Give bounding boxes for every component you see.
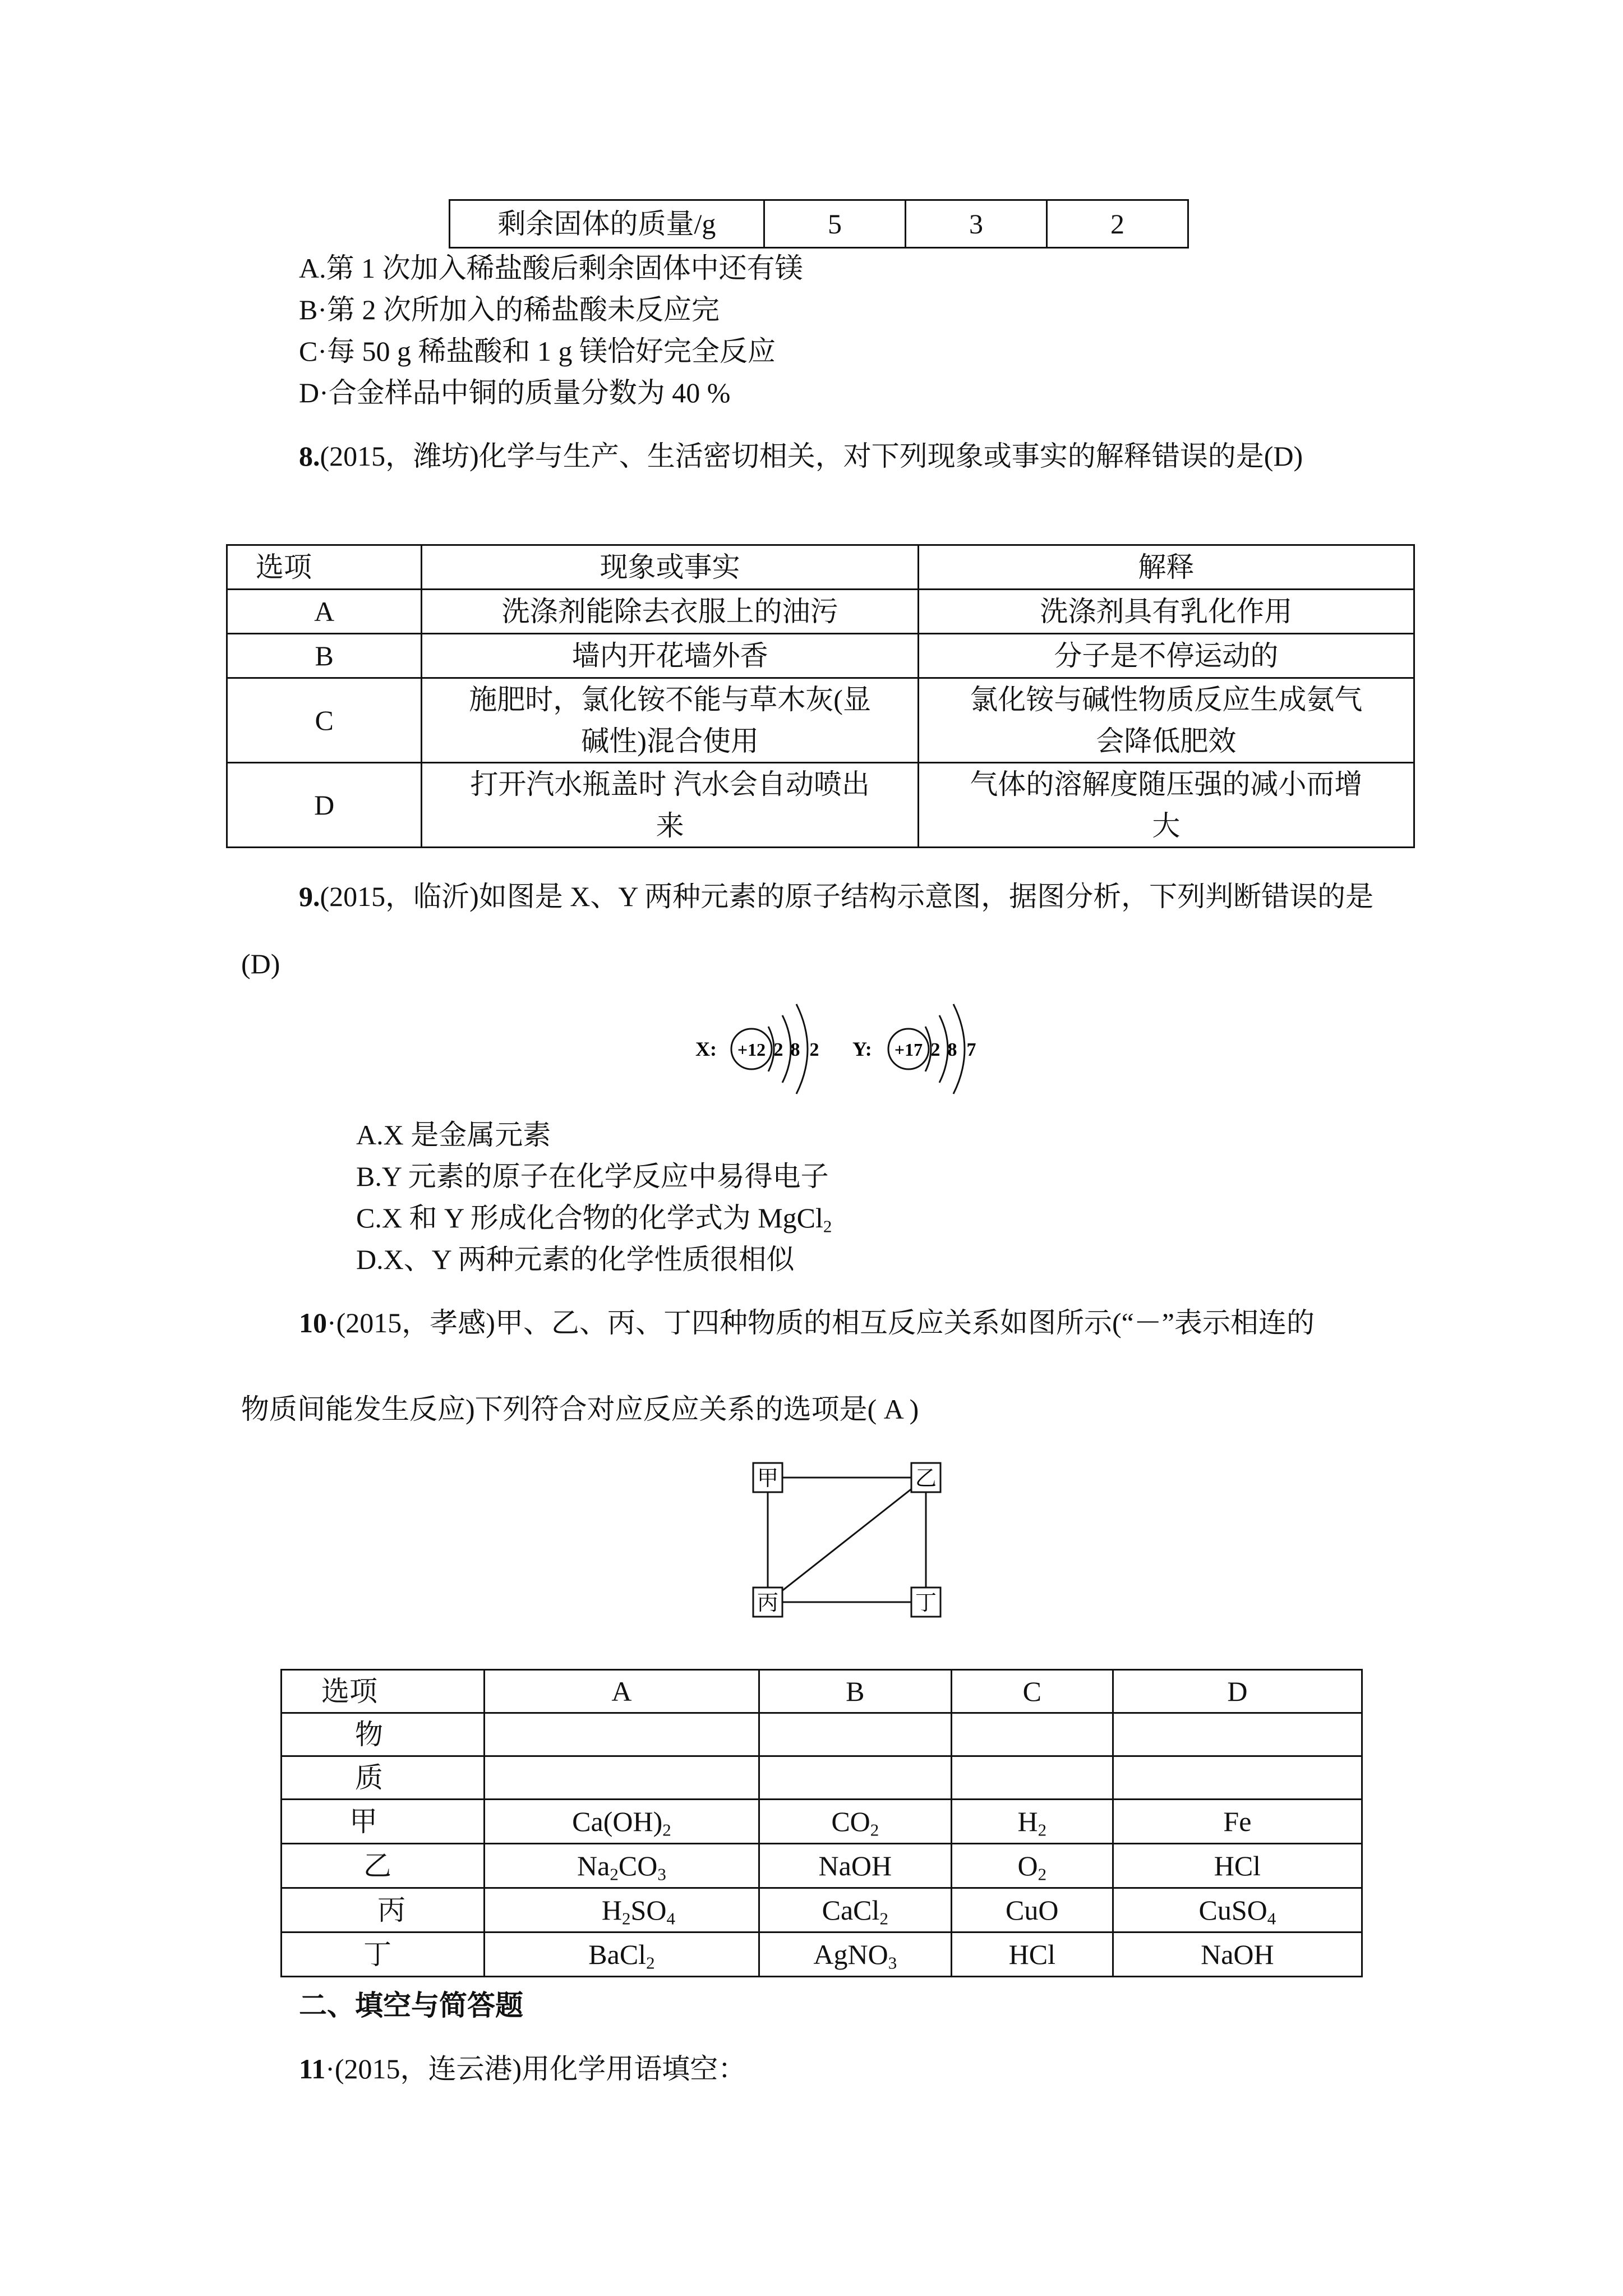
formula-cell: HCl [1113, 1844, 1362, 1888]
question-stem: (2015，潍坊)化学与生产、生活密切相关，对下列现象或事实的解释错误的是(D) [320, 440, 1303, 472]
reason-line: 会降低肥效 [1096, 725, 1237, 757]
shell-electrons: 2 [809, 1039, 819, 1060]
fact-line: 打开汽水瓶盖时 汽水会自动喷出 [470, 769, 870, 800]
question-9 [299, 880, 1373, 913]
question-stem: (2015，临沂)如图是 X、Y 两种元素的原子结构示意图，据图分析，下列判断错误的是 [320, 881, 1374, 912]
table-header: A [485, 1670, 759, 1713]
reason-line: 氯化铵与碱性物质反应生成氨气 [970, 684, 1363, 715]
question-number: 9. [299, 881, 320, 912]
empty-cell [951, 1756, 1113, 1800]
shell-electrons: 8 [947, 1039, 957, 1060]
remaining-solid-table [449, 199, 1189, 249]
reaction-diagram [749, 1458, 951, 1621]
formula-cell: $H_2SO_4$ [485, 1888, 759, 1932]
option-line: D.X、Y 两种元素的化学性质很相似 [356, 1244, 795, 1275]
formula-cell: CuO [951, 1888, 1113, 1932]
question-stem: ·(2015，连云港)用化学用语填空： [325, 2053, 746, 2085]
table-cell-fact: 洗涤剂能除去衣服上的油污 [422, 590, 918, 634]
table-header: 解释 [918, 545, 1414, 590]
reason-line: 气体的溶解度随压强的减小而增 [970, 769, 1363, 800]
table-cell-fact [422, 678, 918, 763]
table-header: B [759, 1670, 951, 1713]
node-label: 乙 [915, 1467, 937, 1490]
row-label: 丙 [282, 1888, 485, 1932]
formula-cell: $O_2$ [951, 1844, 1113, 1888]
atom-y-diagram [852, 999, 998, 1094]
table-cell-reason [918, 763, 1414, 848]
option-line: C·每 50 g 稀盐酸和 1 g 镁恰好完全反应 [299, 335, 776, 367]
table-row [282, 1800, 1362, 1844]
table-cell-fact [422, 763, 918, 848]
question-8 [299, 439, 1303, 473]
option-line: A.第 1 次加入稀盐酸后剩余固体中还有镁 [299, 252, 803, 284]
table-cell-option: C [227, 678, 422, 763]
table-cell-option: D [227, 763, 422, 848]
explanation-table [226, 544, 1415, 848]
formula-cell: AgNO$_3$ [759, 1932, 951, 1977]
row-label: 物 [282, 1713, 485, 1756]
options-table [280, 1669, 1363, 1977]
formula-cell: $H_2$ [951, 1800, 1113, 1844]
shell-arc [939, 1015, 948, 1083]
nucleus-charge: +17 [894, 1039, 923, 1060]
table-cell-value: 5 [764, 200, 905, 248]
table-cell-fact: 墙内开花墙外香 [422, 634, 918, 678]
question-10 [299, 1306, 1315, 1340]
formula-cell: Fe [1113, 1800, 1362, 1844]
fact-line: 碱性)混合使用 [581, 725, 759, 757]
table-cell-reason: 洗涤剂具有乳化作用 [918, 590, 1414, 634]
question-number: 8. [299, 440, 320, 472]
table-row [282, 1888, 1362, 1932]
table-header: 选项 [282, 1670, 485, 1713]
option-text: C.X 和 Y 形成化合物的化学式为 MgCl [356, 1202, 823, 1234]
reaction-line [768, 1478, 926, 1602]
empty-cell [759, 1713, 951, 1756]
table-cell-reason [918, 678, 1414, 763]
question-number: 10 [299, 1307, 327, 1338]
formula-cell: CuSO$_4$ [1113, 1888, 1362, 1932]
empty-cell [485, 1756, 759, 1800]
section-heading: 二、填空与简答题 [299, 1990, 523, 2021]
question-stem-continued: (D) [241, 948, 280, 979]
option-line: B·第 2 次所加入的稀盐酸未反应完 [299, 294, 720, 325]
empty-cell [759, 1756, 951, 1800]
fact-line: 来 [656, 810, 684, 841]
shell-electrons: 7 [966, 1039, 976, 1060]
option-line: B.Y 元素的原子在化学反应中易得电子 [356, 1161, 829, 1192]
formula-cell: CaCl$_2$ [759, 1888, 951, 1932]
empty-cell [485, 1713, 759, 1756]
question-11 [299, 2052, 746, 2086]
reason-line: 大 [1152, 810, 1181, 841]
option-line: A.X 是金属元素 [356, 1119, 551, 1151]
option-line [356, 1201, 832, 1235]
nucleus-charge: +12 [737, 1039, 766, 1060]
atom-label: Y: [852, 1038, 872, 1060]
formula-cell: $Na_2CO_3$ [485, 1844, 759, 1888]
table-row [282, 1932, 1362, 1977]
shell-arc [782, 1015, 791, 1083]
table-header: C [951, 1670, 1113, 1713]
row-label: 质 [282, 1756, 485, 1800]
row-label: 甲 [282, 1800, 485, 1844]
empty-cell [1113, 1756, 1362, 1800]
formula-cell: $Ca(OH)_2$ [485, 1800, 759, 1844]
table-cell-option: B [227, 634, 422, 678]
shell-electrons: 8 [790, 1039, 800, 1060]
formula-cell: BaCl$_2$ [485, 1932, 759, 1977]
shell-electrons: 2 [930, 1039, 940, 1060]
table-cell-option: A [227, 590, 422, 634]
table-header: D [1113, 1670, 1362, 1713]
subscript: 2 [823, 1216, 832, 1236]
formula-cell: NaOH [1113, 1932, 1362, 1977]
table-header: 现象或事实 [422, 545, 918, 590]
table-row [282, 1844, 1362, 1888]
table-header: 选项 [227, 545, 422, 590]
node-label: 甲 [757, 1467, 779, 1490]
formula-cell: HCl [951, 1932, 1113, 1977]
atom-label: X: [695, 1038, 717, 1060]
formula-cell: NaOH [759, 1844, 951, 1888]
fact-line: 施肥时，氯化铵不能与草木灰(显 [469, 684, 871, 715]
formula-cell: $CO_2$ [759, 1800, 951, 1844]
question-stem: ·(2015，孝感)甲、乙、丙、丁四种物质的相互反应关系如图所示(“－”表示相连的 [327, 1307, 1315, 1338]
node-label: 丙 [757, 1591, 779, 1615]
table-cell-label: 剩余固体的质量/g [450, 200, 764, 248]
question-number: 11 [299, 2053, 326, 2085]
row-label: 乙 [282, 1844, 485, 1888]
question-stem-continued: 物质间能发生反应)下列符合对应反应关系的选项是( A ) [241, 1393, 919, 1425]
table-cell-value: 2 [1046, 200, 1188, 248]
empty-cell [1113, 1713, 1362, 1756]
table-cell-reason: 分子是不停运动的 [918, 634, 1414, 678]
empty-cell [951, 1713, 1113, 1756]
table-cell-value: 3 [905, 200, 1046, 248]
option-line: D·合金样品中铜的质量分数为 40 % [299, 377, 731, 408]
node-label: 丁 [915, 1591, 937, 1615]
atom-x-diagram [695, 999, 841, 1094]
shell-electrons: 2 [773, 1039, 783, 1060]
row-label: 丁 [282, 1932, 485, 1977]
